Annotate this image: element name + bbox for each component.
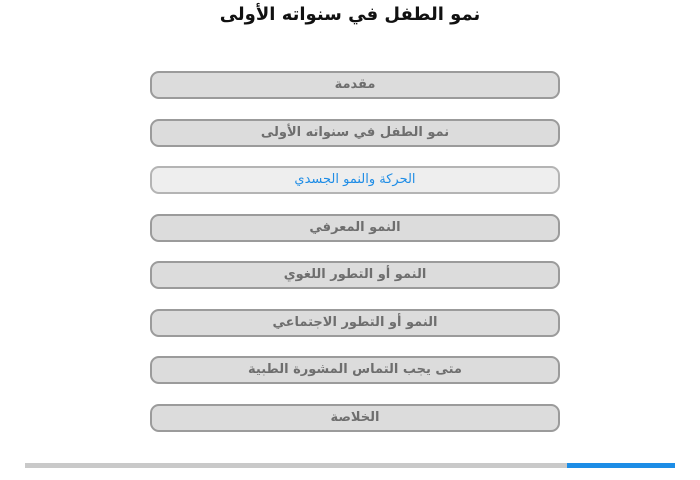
progress-bar-fill	[567, 463, 675, 468]
chapter-menu	[150, 71, 560, 451]
menu-item-cognitive-development[interactable]: النمو المعرفي	[150, 214, 560, 242]
menu-item-language-development[interactable]: النمو أو التطور اللغوي	[150, 261, 560, 289]
menu-item-early-years[interactable]: نمو الطفل في سنواته الأولى	[150, 119, 560, 147]
menu-item-social-development[interactable]: النمو أو التطور الاجتماعي	[150, 309, 560, 337]
progress-bar	[25, 463, 675, 468]
menu-item-medical-advice[interactable]: متى يجب التماس المشورة الطبية	[150, 356, 560, 384]
menu-item-summary[interactable]: الخلاصة	[150, 404, 560, 432]
page-title: نمو الطفل في سنواته الأولى	[219, 4, 481, 25]
menu-item-physical-development[interactable]: الحركة والنمو الجسدي	[150, 166, 560, 194]
menu-item-introduction[interactable]: مقدمة	[150, 71, 560, 99]
